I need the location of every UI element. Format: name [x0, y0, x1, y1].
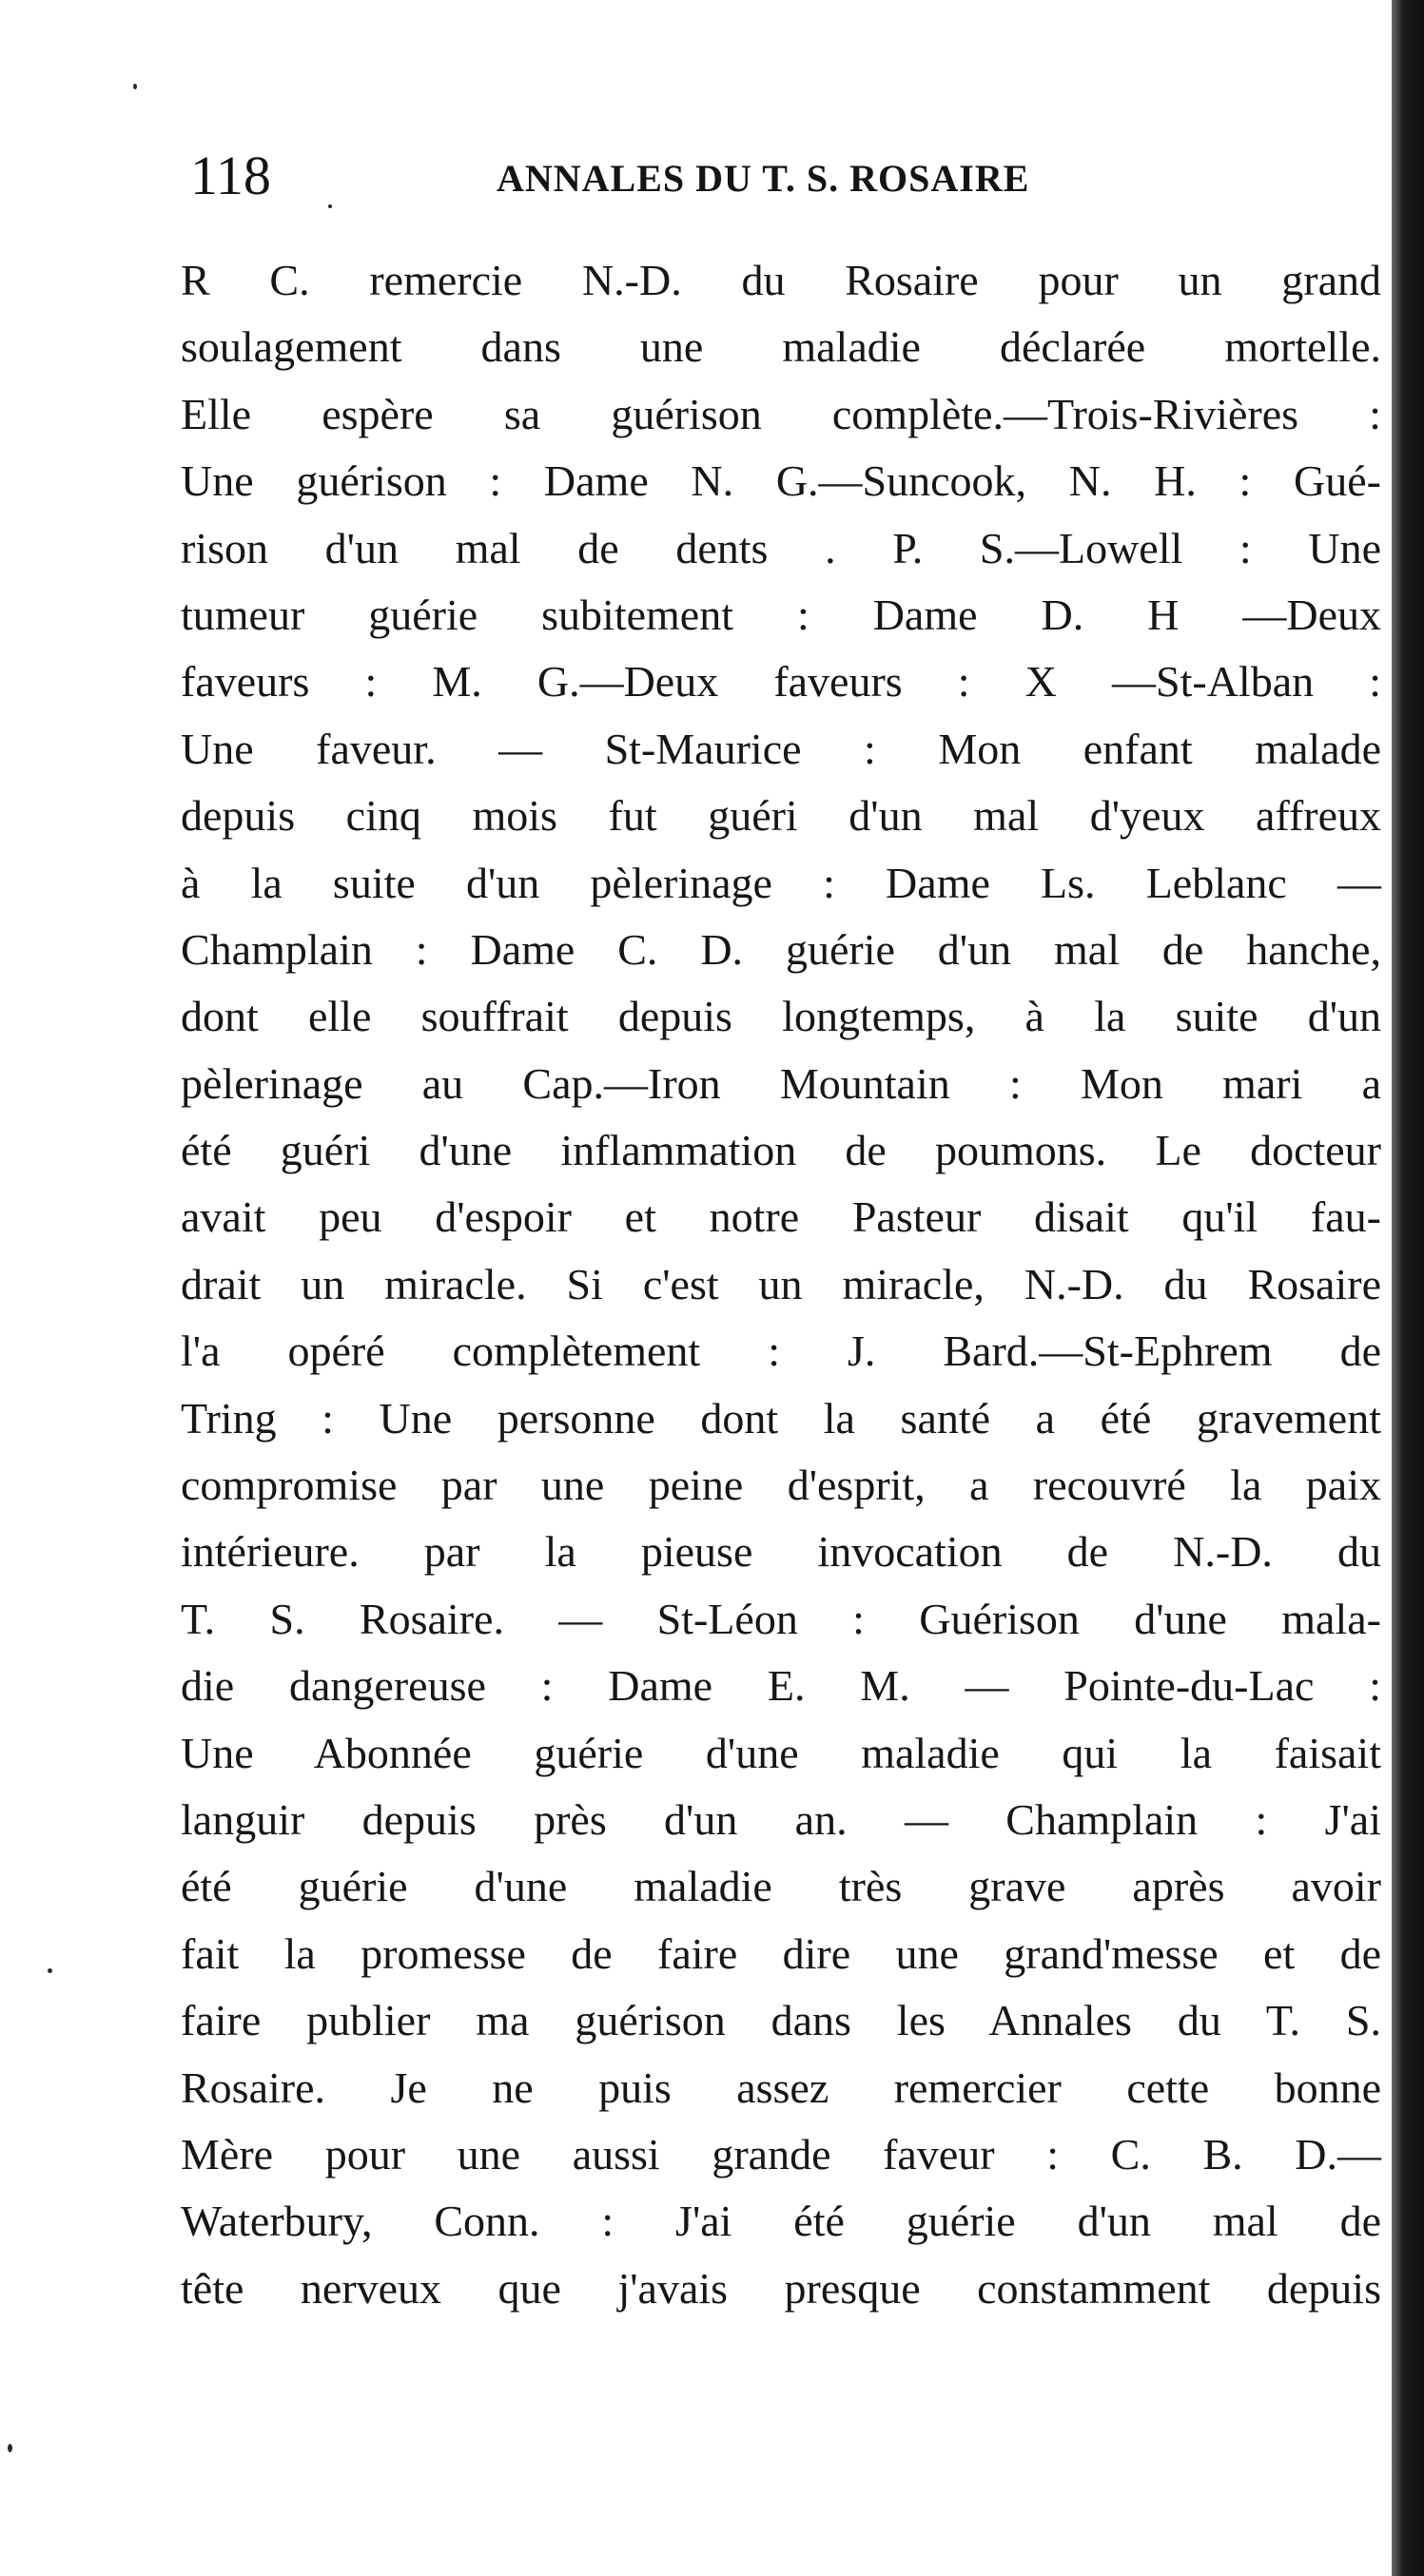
text-line: T. S. Rosaire. — St-Léon : Guérison d'une mala- — [181, 1594, 1381, 1643]
text-line: dont elle souffrait depuis longtemps, à la suite d'un — [181, 992, 1381, 1041]
text-line: Waterbury, Conn. : J'ai été guérie d'un mal de — [181, 2197, 1381, 2246]
text-line: intérieure. par la pieuse invocation de N.-D. du — [181, 1527, 1381, 1577]
text-line: R C. remercie N.-D. du Rosaire pour un grand — [181, 256, 1381, 304]
text-line: soulagement dans une maladie déclarée mortelle. — [181, 322, 1381, 372]
text-line: die dangereuse : Dame E. M. — Pointe-du-Lac : — [181, 1661, 1381, 1711]
text-line: Rosaire. Je ne puis assez remercier cette bonne — [181, 2063, 1381, 2112]
text-line: avait peu d'espoir et notre Pasteur disait qu'il fau- — [181, 1192, 1381, 1242]
text-line: Tring : Une personne dont la santé a été gravement — [181, 1393, 1381, 1443]
text-line: tumeur guérie subitement : Dame D. H —Deux — [181, 590, 1381, 639]
print-speck — [8, 2444, 12, 2452]
page-header — [183, 143, 1372, 209]
page-number: 118 — [190, 145, 271, 206]
text-line: faveurs : M. G.—Deux faveurs : X —St-Alban : — [181, 657, 1381, 707]
text-line: Elle espère sa guérison complète.—Trois-Rivières : — [181, 389, 1381, 438]
text-line: fait la promesse de faire dire une grand'messe et de — [181, 1928, 1381, 1978]
text-line: Champlain : Dame C. D. guérie d'un mal de hanche, — [181, 924, 1381, 974]
text-line: languir depuis près d'un an. — Champlain : J'ai — [181, 1794, 1381, 1844]
text-line: compromise par une peine d'esprit, a recouvré la paix — [181, 1461, 1381, 1510]
running-head: ANNALES DU T. S. ROSAIRE — [497, 157, 1030, 200]
text-line: à la suite d'un pèlerinage : Dame Ls. Leblanc — — [181, 858, 1381, 907]
text-line: été guéri d'une inflammation de poumons. Le docteur — [181, 1126, 1381, 1175]
text-line: tête nerveux que j'avais presque constamment depuis — [181, 2263, 1381, 2313]
text-line: été guérie d'une maladie très grave après avoir — [181, 1862, 1381, 1911]
text-line: Une guérison : Dame N. G.—Suncook, N. H. : Gué- — [181, 456, 1381, 506]
text-line: faire publier ma guérison dans les Annales du T. S. — [181, 1996, 1381, 2045]
page-binding-shadow — [1392, 0, 1424, 2576]
text-line: rison d'un mal de dents . P. S.—Lowell : Une — [181, 523, 1381, 572]
body-text — [181, 247, 1381, 2322]
print-speck — [133, 84, 137, 89]
text-line: Une faveur. — St-Maurice : Mon enfant malade — [181, 724, 1381, 773]
text-line: pèlerinage au Cap.—Iron Mountain : Mon mari a — [181, 1058, 1381, 1108]
text-line: Mère pour une aussi grande faveur : C. B. D.— — [181, 2129, 1381, 2179]
print-speck — [48, 1968, 52, 1973]
text-line: Une Abonnée guérie d'une maladie qui la faisait — [181, 1728, 1381, 1777]
text-line: depuis cinq mois fut guéri d'un mal d'yeux affreux — [181, 791, 1381, 841]
text-line: l'a opéré complètement : J. Bard.—St-Ephrem de — [181, 1327, 1381, 1376]
text-line: drait un miracle. Si c'est un miracle, N.-D. du Rosaire — [181, 1259, 1381, 1308]
